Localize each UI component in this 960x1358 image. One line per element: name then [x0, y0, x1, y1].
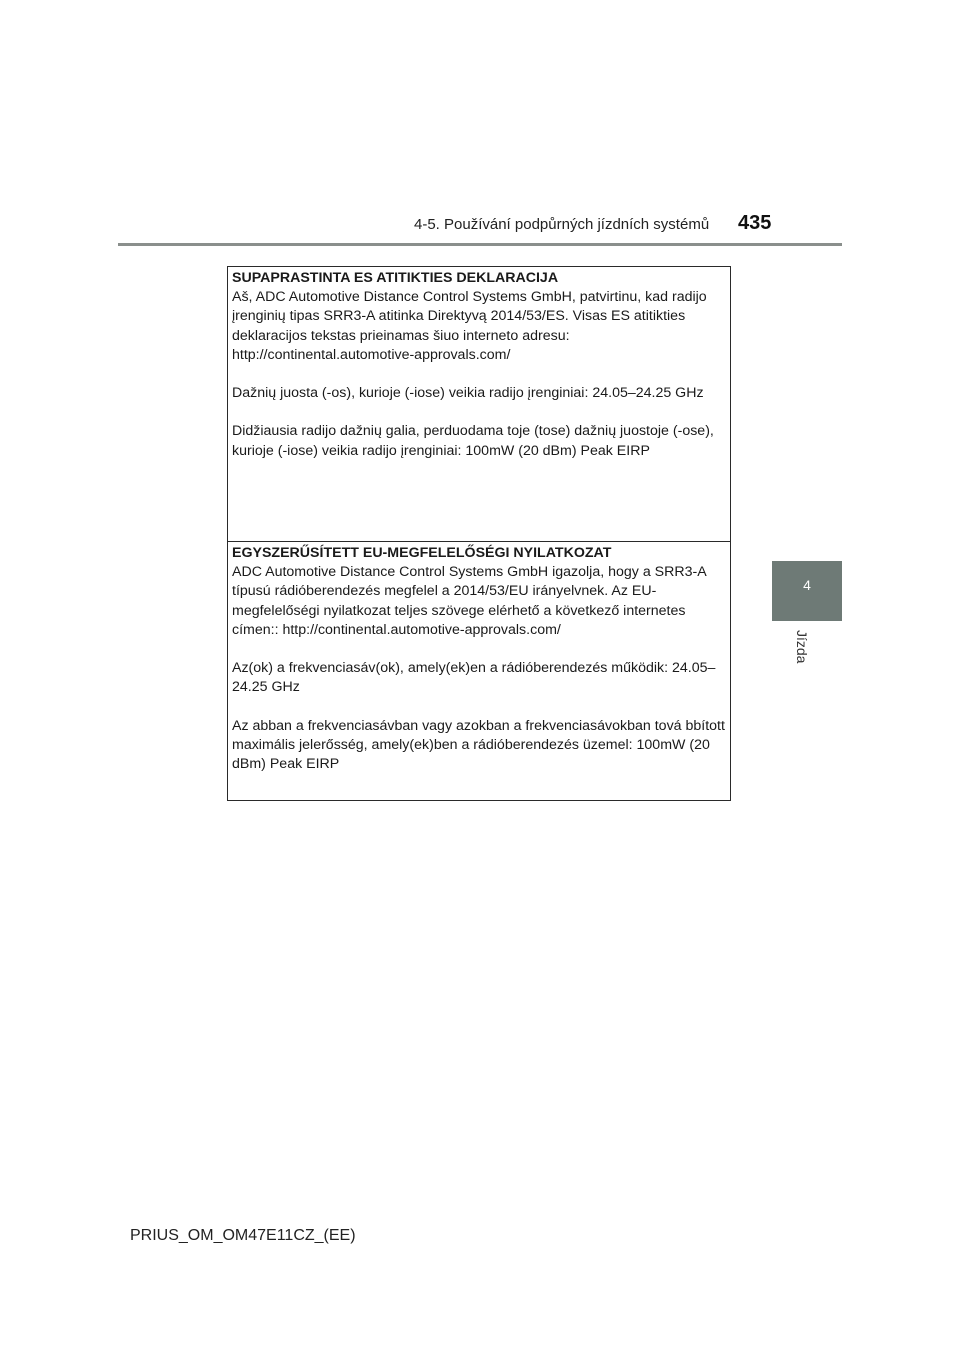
section-title: 4-5. Používání podpůrných jízdních systémů	[414, 216, 710, 233]
power-paragraph: Az abban a frekvenciasávban vagy azokban a frekvenciasávokban tová bbított maximális jelerősség, amely(ek)ben a rádióberendezés üzemel: 100mW (20 dBm) Peak EIRP	[232, 717, 725, 773]
declaration-lithuanian	[228, 267, 730, 542]
chapter-tab	[772, 561, 842, 621]
document-code: PRIUS_OM_OM47E11CZ_(EE)	[130, 1227, 356, 1244]
chapter-number: 4	[803, 577, 811, 593]
section-heading: SUPAPRASTINTA ES ATITIKTIES DEKLARACIJA	[232, 270, 559, 286]
frequency-paragraph: Dažnių juosta (-os), kurioje (-iose) veikia radijo įrenginiai: 24.05–24.25 GHz	[232, 385, 704, 402]
declaration-paragraph: ADC Automotive Distance Control Systems GmbH igazolja, hogy a SRR3-A típusú rádióberendezés megfelel a 2014/53/EU irányelvnek. Az EU-megfelelőségi nyilatkozat teljes szövege elérhető a következő internetes címen:: http://continental.automotive-approvals.com/	[232, 564, 706, 638]
declaration-box	[227, 266, 731, 801]
section-heading: EGYSZERŰSÍTETT EU-MEGFELELŐSÉGI NYILATKOZAT	[232, 545, 612, 561]
page-number: 435	[738, 212, 772, 234]
declaration-paragraph: Aš, ADC Automotive Distance Control Systems GmbH, patvirtinu, kad radijo įrenginių tipas SRR3-A atitinka Direktyvą 2014/53/ES. Visas ES atitikties deklaracijos tekstas prieinamas šiuo interneto adresu: http://continental.automotive-approvals.com/	[232, 289, 707, 363]
power-paragraph: Didžiausia radijo dažnių galia, perduodama toje (tose) dažnių juostoje (-ose), kurioje (-iose) veikia radijo įrenginiai: 100mW (20 dBm) Peak EIRP	[232, 423, 714, 459]
header-divider	[118, 243, 842, 246]
chapter-label: Jízda	[794, 630, 810, 664]
declaration-hungarian	[228, 542, 730, 800]
frequency-paragraph: Az(ok) a frekvenciasáv(ok), amely(ek)en a rádióberendezés működik: 24.05–24.25 GHz	[232, 660, 716, 696]
